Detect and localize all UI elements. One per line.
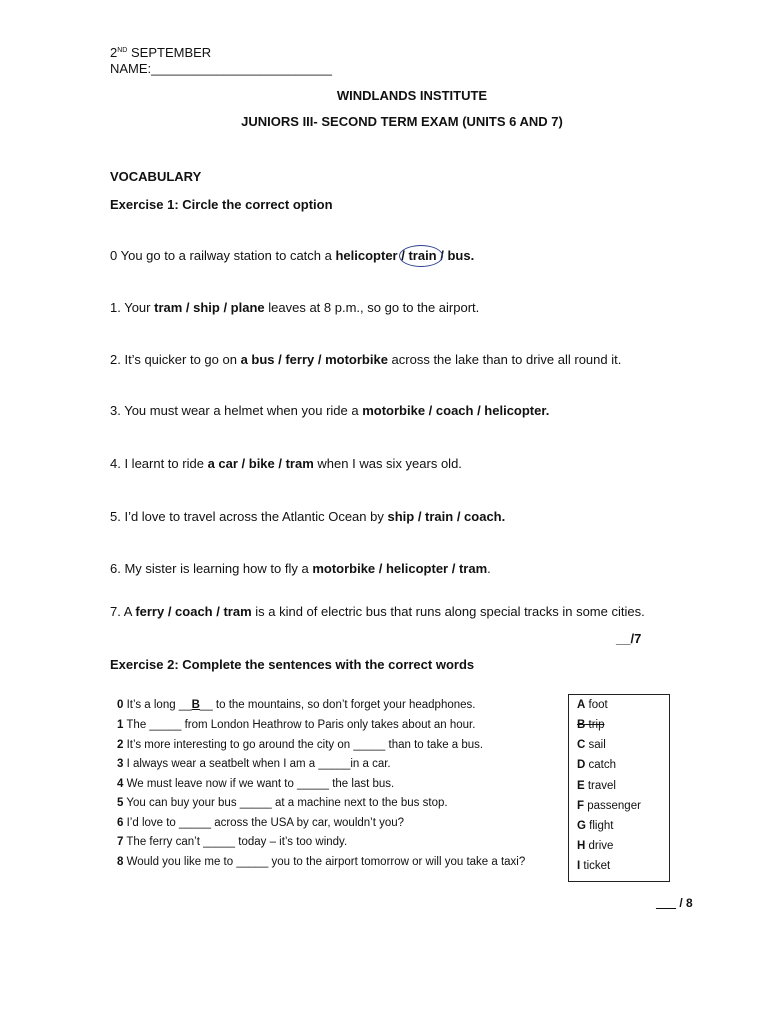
- word-text: drive: [585, 840, 614, 852]
- word-text: foot: [585, 699, 608, 711]
- date-superscript: ND: [117, 47, 128, 54]
- word-bank-item-a: [577, 698, 608, 712]
- word-bank-item-e: [577, 779, 616, 793]
- exercise2-sentence-3: [117, 757, 391, 771]
- exercise1-item-2: [110, 352, 621, 368]
- exercise1-item-7: [110, 604, 645, 620]
- word-text: catch: [585, 759, 616, 771]
- exercise2-sentence-4: [117, 777, 394, 791]
- date-month: SEPTEMBER: [130, 45, 212, 60]
- sentence-text: The _____ from London Heathrow to Paris only takes about an hour.: [123, 719, 476, 731]
- example-answer: B: [191, 699, 200, 711]
- item-options: helicopter / train / bus.: [335, 248, 475, 263]
- sentence-number: 0: [117, 699, 124, 711]
- exam-title: JUNIORS III- SECOND TERM EXAM (UNITS 6 AND 7): [241, 114, 563, 129]
- exercise2-title: Exercise 2: Complete the sentences with the correct words: [110, 657, 475, 672]
- item-options: tram / ship / plane: [154, 300, 265, 315]
- word-text: flight: [585, 820, 614, 832]
- item-options: a bus / ferry / motorbike: [240, 352, 388, 367]
- sentence-number: 8: [117, 856, 124, 868]
- item-options: a car / bike / tram: [207, 456, 314, 471]
- word-bank-box: [568, 694, 670, 882]
- word-text: sail: [585, 739, 606, 751]
- exercise1-item-1: [110, 300, 479, 316]
- item-options: ferry / coach / tram: [135, 604, 252, 619]
- item-text: 5. I’d love to travel across the Atlantic Ocean by: [110, 509, 388, 524]
- exercise2-sentence-5: [117, 796, 448, 810]
- word-bank-item-f: [577, 799, 641, 813]
- word-letter: E: [577, 780, 585, 792]
- sentence-text: Would you like me to _____ you to the airport tomorrow or will you take a taxi?: [123, 856, 526, 868]
- date-line: [110, 43, 211, 61]
- item-options: motorbike / coach / helicopter.: [362, 403, 550, 418]
- sentence-text: I’d love to _____ across the USA by car, wouldn’t you?: [123, 817, 405, 829]
- sentence-text: I always wear a seatbelt when I am a _____in a car.: [123, 758, 391, 770]
- item-text: 4. I learnt to ride: [110, 456, 208, 471]
- sentence-number: 1: [117, 719, 124, 731]
- item-text-end: leaves at 8 p.m., so go to the airport.: [264, 300, 480, 315]
- sentence-text: The ferry can’t _____ today – it’s too windy.: [123, 836, 348, 848]
- exercise2-sentence-7: [117, 835, 347, 849]
- sentence-text: We must leave now if we want to _____ the last bus.: [123, 778, 395, 790]
- item-text: 6. My sister is learning how to fly a: [110, 561, 313, 576]
- item-text-end: across the lake than to drive all round it.: [387, 352, 622, 367]
- item-options: motorbike / helicopter / tram: [312, 561, 488, 576]
- sentence-number: 6: [117, 817, 124, 829]
- word-bank-item-b-crossed: [577, 718, 604, 732]
- word-letter: G: [577, 820, 586, 832]
- item-text: 7. A: [110, 604, 136, 619]
- date-number: 2: [110, 45, 118, 60]
- item-text-end: .: [487, 561, 491, 576]
- sentence-number: 7: [117, 836, 124, 848]
- word-bank-item-g: [577, 819, 613, 833]
- exercise1-item-3: [110, 403, 549, 419]
- item-text: 0 You go to a railway station to catch a: [110, 248, 336, 263]
- exercise1-item-4: [110, 456, 462, 472]
- sentence-number: 2: [117, 739, 124, 751]
- word-letter: H: [577, 840, 586, 852]
- word-text: passenger: [584, 800, 641, 812]
- item-text: 2. It’s quicker to go on: [110, 352, 241, 367]
- word-letter: I: [577, 860, 581, 872]
- item-options: ship / train / coach.: [387, 509, 506, 524]
- word-bank-item-h: [577, 839, 613, 853]
- sentence-number: 3: [117, 758, 124, 770]
- sentence-text: It’s a long __: [123, 699, 192, 711]
- sentence-text-end: __ to the mountains, so don’t forget your headphones.: [199, 699, 476, 711]
- word-text: ticket: [580, 860, 611, 872]
- word-text: trip: [585, 719, 605, 731]
- sentence-number: 5: [117, 797, 124, 809]
- item-text-end: when I was six years old.: [313, 456, 462, 471]
- word-letter: D: [577, 759, 586, 771]
- exercise1-item-5: [110, 509, 505, 525]
- name-line: NAME:_________________________: [110, 61, 332, 76]
- sentence-text: You can buy your bus _____ at a machine next to the bus stop.: [123, 797, 448, 809]
- exercise2-sentence-1: [117, 718, 475, 732]
- exercise2-sentence-2: [117, 738, 483, 752]
- sentence-text: It’s more interesting to go around the city on _____ than to take a bus.: [123, 739, 484, 751]
- exercise2-sentence-8: [117, 855, 525, 869]
- exercise1-score: __/7: [616, 631, 642, 646]
- item-text-end: is a kind of electric bus that runs along special tracks in some cities.: [251, 604, 645, 619]
- sentence-number: 4: [117, 778, 124, 790]
- item-text: 3. You must wear a helmet when you ride a: [110, 403, 363, 418]
- word-letter: B: [577, 719, 586, 731]
- exercise2-score: [656, 895, 693, 911]
- exercise1-item-6: [110, 561, 491, 577]
- exercise1-title: Exercise 1: Circle the correct option: [110, 197, 333, 212]
- answer-circle-mark: [399, 245, 443, 267]
- word-bank-item-d: [577, 758, 616, 772]
- score-total: / 8: [676, 896, 693, 910]
- word-letter: C: [577, 739, 586, 751]
- exercise2-sentence-6: [117, 816, 404, 830]
- word-bank-item-c: [577, 738, 606, 752]
- word-letter: F: [577, 800, 585, 812]
- word-bank-item-i: [577, 859, 610, 873]
- item-text: 1. Your: [110, 300, 155, 315]
- exercise2-sentence-0: [117, 698, 475, 712]
- section-vocabulary: VOCABULARY: [110, 169, 202, 184]
- institute-title: WINDLANDS INSTITUTE: [336, 88, 488, 103]
- word-text: travel: [584, 780, 616, 792]
- score-blank: ___: [656, 896, 677, 910]
- word-letter: A: [577, 699, 586, 711]
